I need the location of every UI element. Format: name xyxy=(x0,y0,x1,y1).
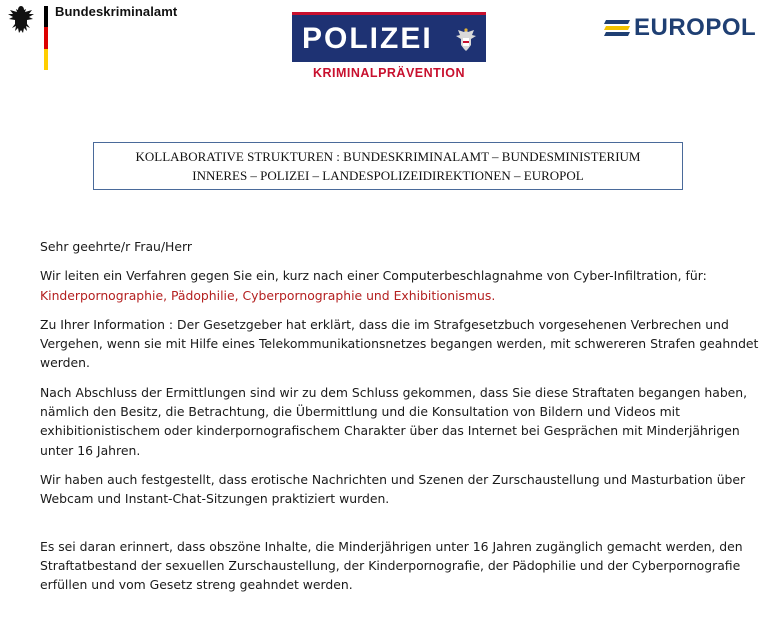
europol-word: EUROPOL xyxy=(634,14,757,41)
offence-list: Kinderpornographie, Pädophilie, Cyberpornographie und Exhibitionismus. xyxy=(40,287,496,303)
polizei-logo xyxy=(292,12,486,82)
paragraph-accusation xyxy=(40,266,770,305)
accusation-intro: Wir leiten ein Verfahren gegen Sie ein, kurz nach einer Computerbeschlagnahme von Cyber-Infiltration, für: xyxy=(40,268,707,284)
heading-line-2: INNERES – POLIZEI – LANDESPOLIZEIDIREKTIONEN – EUROPOL xyxy=(192,168,584,183)
paragraph-legal-info: Zu Ihrer Information : Der Gesetzgeber hat erklärt, dass die im Strafgesetzbuch vorgesehenen Verbrechen und Vergehen, wenn sie mit Hilfe eines Telekommunikationsnetzes begangen werden, mit schwereren Strafen geahndet werden. xyxy=(40,316,759,371)
austrian-eagle-icon xyxy=(455,27,477,53)
paragraph-webcam: Wir haben auch festgestellt, dass erotische Nachrichten und Szenen der Zurschaustellung und Masturbation über Webcam und Instant-Chat-Sitzungen praktiziert wurden. xyxy=(40,471,746,507)
polizei-subtitle: KRIMINALPRÄVENTION xyxy=(312,66,466,80)
paragraph-reminder: Es sei daran erinnert, dass obszöne Inhalte, die Minderjährigen unter 16 Jahren zugänglich gemacht werden, den Straftatbestand der sexuellen Zurschaustellung, der Kinderpornografie, der Pädophilie und der Cyberpornografie erfüllen und vom Gesetz streng geahndet werden. xyxy=(40,538,743,593)
paragraph-findings: Nach Abschluss der Ermittlungen sind wir zu dem Schluss gekommen, dass Sie diese Straftaten begangen haben, nämlich den Besitz, die Betrachtung, die Übermittlung und die Konsultation von Bildern und Videos mit exhibitionistischem oder kinderpornografischem Charakter über das Internet bei Gesprächen mit Minderjährigen unter 16 Jahren. xyxy=(40,384,748,458)
polizei-word: POLIZEI xyxy=(302,22,433,55)
bka-name: Bundeskriminalamt xyxy=(55,4,178,19)
salutation: Sehr geehrte/r Frau/Herr xyxy=(40,239,192,254)
polizei-banner xyxy=(292,12,486,62)
europol-logo xyxy=(604,16,772,42)
bka-logo xyxy=(6,4,206,70)
german-flag-icon xyxy=(44,6,48,70)
heading-line-1: KOLLABORATIVE STRUKTUREN : BUNDESKRIMINALAMT – BUNDESMINISTERIUM xyxy=(135,149,641,164)
heading-box xyxy=(93,142,683,190)
letter-body xyxy=(40,237,770,604)
europol-flag-icon xyxy=(604,18,634,38)
federal-eagle-icon xyxy=(6,4,36,36)
